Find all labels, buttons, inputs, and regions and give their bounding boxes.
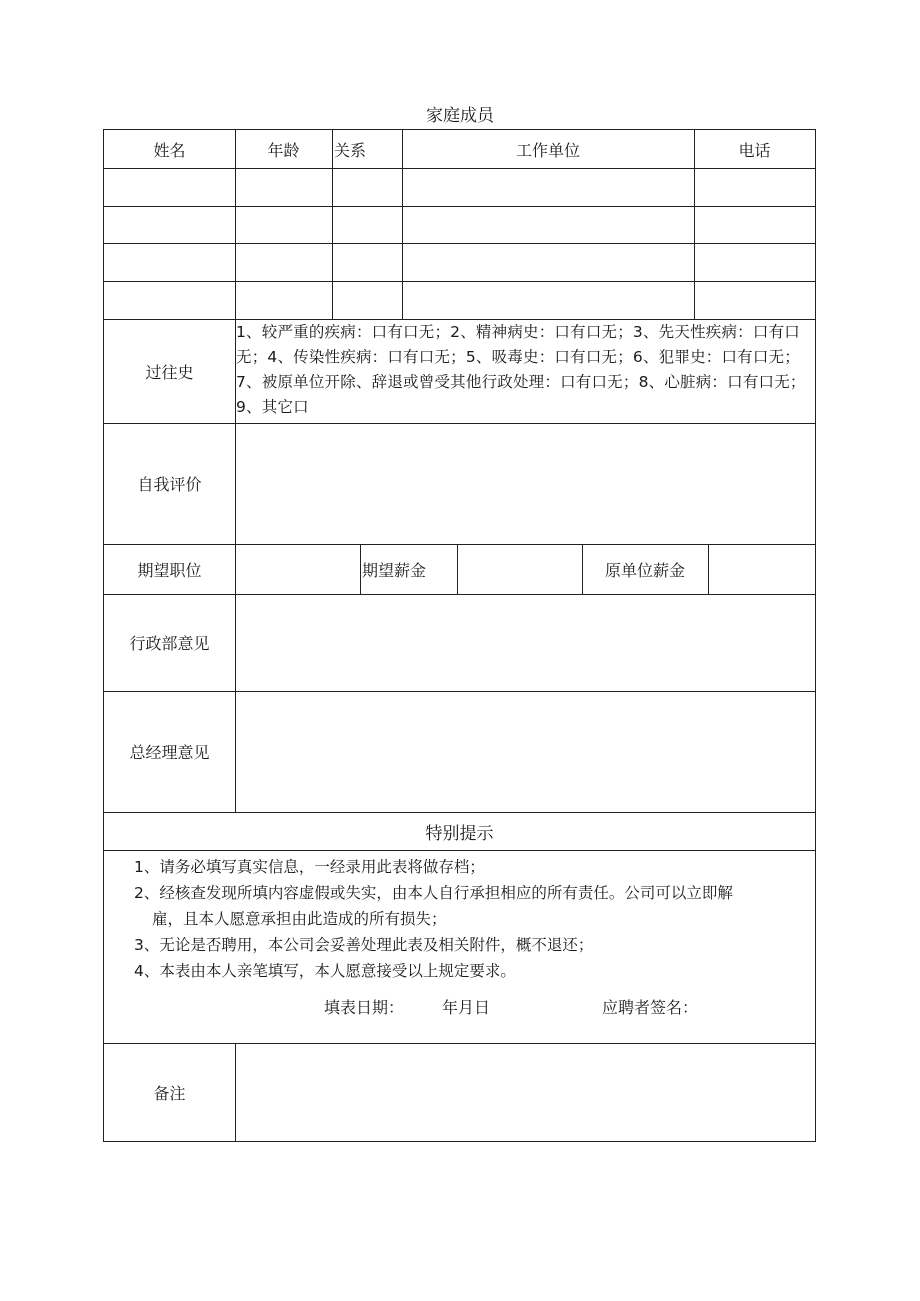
admin-opinion-field[interactable]: [236, 595, 815, 691]
notice-list: [134, 854, 794, 984]
family-relation-cell[interactable]: [332, 206, 402, 243]
notice-item: 雇，且本人愿意承担由此造成的所有损失；: [152, 910, 447, 928]
family-header-relation: 关系: [334, 140, 367, 160]
expected-position-label: 期望职位: [137, 560, 202, 580]
family-name-cell[interactable]: [104, 206, 235, 243]
expected-salary-label: 期望薪金: [362, 560, 427, 580]
family-employer-cell[interactable]: [402, 281, 694, 319]
expected-position-field[interactable]: [236, 545, 360, 594]
notice-item: 3、无论是否聘用，本公司会妥善处理此表及相关附件，概不退还；: [134, 936, 594, 954]
family-header-name: 姓名: [153, 140, 186, 160]
application-form-table: [103, 129, 816, 1142]
family-employer-cell[interactable]: [402, 243, 694, 281]
fill-date-units[interactable]: 年月日: [442, 998, 491, 1017]
family-phone-cell[interactable]: [694, 206, 815, 243]
previous-salary-label: 原单位薪金: [604, 560, 685, 580]
family-header-employer: 工作单位: [515, 140, 580, 160]
family-name-cell[interactable]: [104, 168, 235, 206]
notice-title: 特别提示: [425, 823, 494, 844]
family-employer-cell[interactable]: [402, 168, 694, 206]
gm-opinion-field[interactable]: [236, 692, 815, 812]
admin-opinion-label: 行政部意见: [129, 634, 210, 653]
notice-item: 4、本表由本人亲笔填写，本人愿意接受以上规定要求。: [134, 962, 516, 980]
family-name-cell[interactable]: [104, 243, 235, 281]
family-relation-cell[interactable]: [332, 243, 402, 281]
fill-date-label: 填表日期：: [324, 998, 405, 1017]
page-title: 家庭成员: [426, 106, 494, 126]
family-employer-cell[interactable]: [402, 206, 694, 243]
self-evaluation-field[interactable]: [236, 424, 815, 544]
family-relation-cell[interactable]: [332, 168, 402, 206]
previous-salary-field[interactable]: [709, 545, 815, 594]
family-phone-cell[interactable]: [694, 168, 815, 206]
self-evaluation-label: 自我评价: [137, 475, 202, 494]
family-age-cell[interactable]: [235, 206, 332, 243]
family-name-cell[interactable]: [104, 281, 235, 319]
notice-item: 2、经核查发现所填内容虚假或失实，由本人自行承担相应的所有责任。公司可以立即解: [134, 884, 733, 902]
family-age-cell[interactable]: [235, 243, 332, 281]
expected-salary-field[interactable]: [458, 545, 582, 594]
gm-opinion-label: 总经理意见: [129, 743, 210, 762]
family-header-age: 年龄: [267, 140, 300, 160]
remarks-field[interactable]: [236, 1044, 815, 1141]
family-phone-cell[interactable]: [694, 243, 815, 281]
notice-item: 1、请务必填写真实信息，一经录用此表将做存档；: [134, 858, 485, 876]
family-age-cell[interactable]: [235, 168, 332, 206]
family-relation-cell[interactable]: [332, 281, 402, 319]
signature-label[interactable]: 应聘者签名：: [602, 998, 699, 1017]
family-header-phone: 电话: [738, 140, 771, 160]
history-text: 1、较严重的疾病：口有口无；2、精神病史：口有口无；3、先天性疾病：口有口无；4、传染性疾病：口有口无；5、吸毒史：口有口无；6、犯罪史：口有口无；7、被原单位开除、辞退或曾受其他行政处理：口有口无；8、心脏病：口有口无；9、其它口: [236, 323, 806, 416]
family-phone-cell[interactable]: [694, 281, 815, 319]
history-label: 过往史: [145, 362, 194, 382]
remarks-label: 备注: [153, 1083, 186, 1103]
family-age-cell[interactable]: [235, 281, 332, 319]
